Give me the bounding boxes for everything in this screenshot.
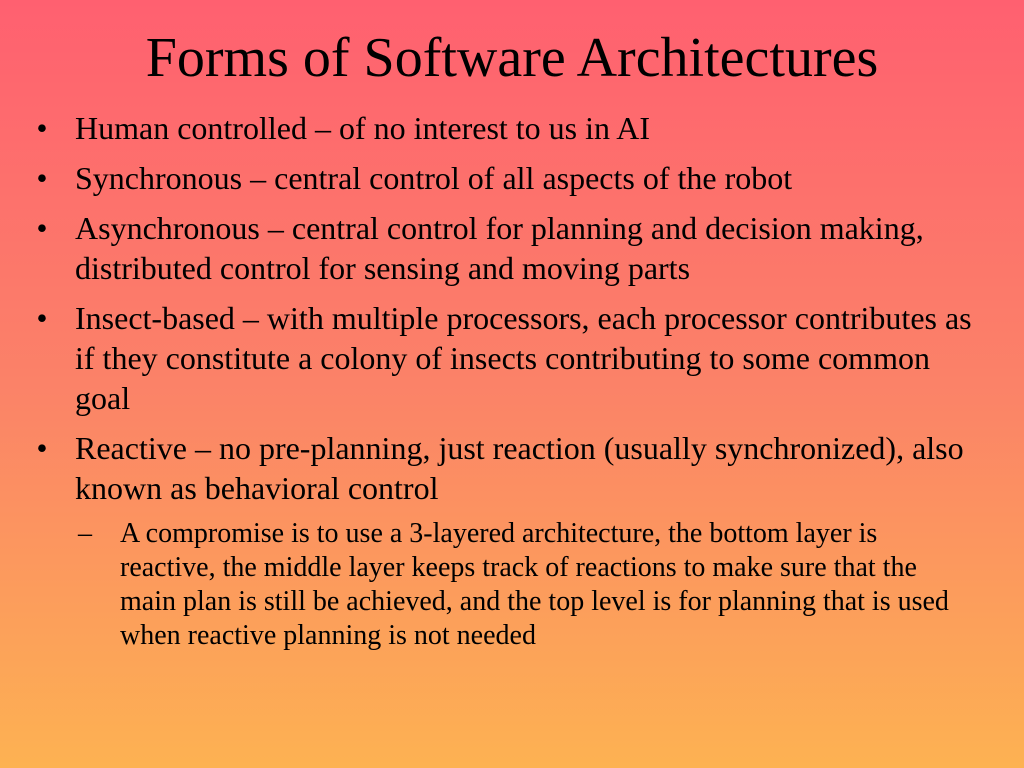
bullet-item-human-controlled bbox=[0, 108, 1024, 148]
bullet-text: Synchronous – central control of all aspects of the robot bbox=[75, 160, 793, 196]
sub-bullet-list bbox=[75, 517, 974, 653]
bullet-marker: • bbox=[36, 300, 48, 336]
sub-bullet-marker: – bbox=[78, 518, 92, 549]
sub-bullet-item-three-layer bbox=[67, 517, 974, 653]
bullet-item-reactive bbox=[0, 428, 1024, 653]
bullet-list bbox=[0, 108, 1024, 663]
sub-bullet-text: A compromise is to use a 3-layered architecture, the bottom layer is reactive, the middle layer keeps track of reactions to make sure that the main plan is still be achieved, and the top level is for planning that is used when reactive planning is not needed bbox=[120, 518, 949, 651]
slide-title: Forms of Software Architectures bbox=[145, 27, 879, 89]
bullet-marker: • bbox=[36, 430, 48, 466]
bullet-text: Insect-based – with multiple processors, each processor contributes as if they constitute a colony of insects contributing to some common goal bbox=[75, 300, 972, 416]
bullet-item-asynchronous bbox=[0, 208, 1024, 288]
bullet-text: Reactive – no pre-planning, just reaction (usually synchronized), also known as behavioral control bbox=[75, 430, 964, 506]
bullet-marker: • bbox=[36, 160, 48, 196]
bullet-text: Human controlled – of no interest to us in AI bbox=[75, 110, 651, 146]
bullet-marker: • bbox=[36, 210, 48, 246]
bullet-item-insect-based bbox=[0, 298, 1024, 418]
bullet-text: Asynchronous – central control for planning and decision making, distributed control for sensing and moving parts bbox=[75, 210, 924, 286]
bullet-item-synchronous bbox=[0, 158, 1024, 198]
bullet-marker: • bbox=[36, 110, 48, 146]
